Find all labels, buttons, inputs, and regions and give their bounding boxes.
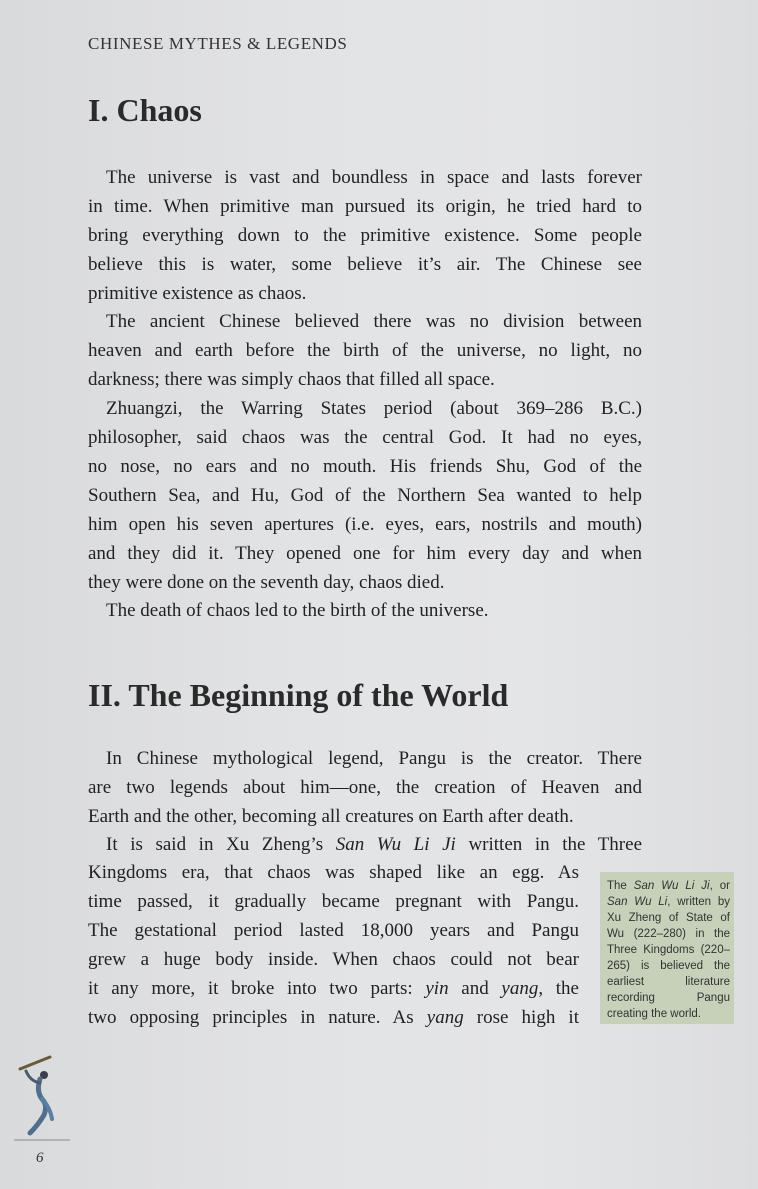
text-line: believe this is water, some believe it’s air. The Chinese see [88, 254, 642, 275]
paragraph [88, 307, 642, 394]
text-line: they were done on the seventh day, chaos died. [88, 572, 445, 593]
text-run: two opposing principles in nature. As [88, 1007, 427, 1028]
text-line [88, 830, 642, 859]
section-title-chaos: I. Chaos [88, 92, 202, 128]
text-line [88, 1003, 579, 1032]
warrior-figure-icon [14, 1055, 70, 1143]
text-line: Kingdoms era, that chaos was shaped like an egg. As [88, 862, 579, 883]
page-number: 6 [36, 1150, 44, 1166]
paragraph [88, 394, 642, 597]
text-line: The ancient Chinese believed there was no division between [106, 311, 642, 332]
section-title-beginning: II. The Beginning of the World [88, 677, 509, 713]
text-line: Earth and the other, becoming all creatures on Earth after death. [88, 806, 574, 827]
sidenote-italic: San Wu Li [607, 896, 668, 908]
text-run: written in the Three [455, 834, 643, 855]
text-line: no nose, no ears and no mouth. His friends Shu, God of the [88, 456, 642, 477]
paragraph [88, 596, 642, 625]
text-line: bring everything down to the primitive existence. Some people [88, 225, 642, 246]
text-line: primitive existence as chaos. [88, 283, 307, 304]
text-line: philosopher, said chaos was the central God. It had no eyes, [88, 427, 642, 448]
text-line: The universe is vast and boundless in space and lasts forever [106, 167, 642, 188]
sidenote-text: The [607, 880, 634, 892]
paragraph [88, 830, 642, 859]
paragraph [88, 163, 642, 308]
paragraph-continued [88, 858, 579, 1032]
text-line: The death of chaos led to the birth of the universe. [106, 600, 489, 621]
text-run: rose high it [463, 1007, 579, 1028]
text-line: him open his seven apertures (i.e. eyes, ears, nostrils and mouth) [88, 514, 642, 535]
text-run: and [448, 978, 502, 999]
text-line: time passed, it gradually became pregnant with Pangu. [88, 891, 579, 912]
text-line: Zhuangzi, the Warring States period (about 369–286 B.C.) [106, 398, 642, 419]
paragraph [88, 744, 642, 831]
running-head: CHINESE MYTHES & LEGENDS [88, 34, 348, 53]
term-italic: yin [425, 978, 449, 999]
text-line: in time. When primitive man pursued its origin, he tried hard to [88, 196, 642, 217]
term-italic: yang [501, 978, 539, 999]
text-line: grew a huge body inside. When chaos could not bear [88, 949, 579, 970]
text-line: heaven and earth before the birth of the universe, no light, no [88, 340, 642, 361]
text-line: In Chinese mythological legend, Pangu is the creator. There [106, 748, 642, 769]
text-run: , the [538, 978, 579, 999]
text-run: it any more, it broke into two parts: [88, 978, 426, 999]
text-line [88, 974, 579, 1003]
text-run: It is said in Xu Zheng’s [106, 834, 336, 855]
sidenote-text: , or [709, 880, 730, 892]
sidenote-box [600, 872, 734, 1024]
book-title-italic: San Wu Li Ji [335, 834, 456, 855]
sidenote-text: , written by Xu Zheng of State of Wu (222–280) in the Three Kingdoms (220–265) is believed the earliest literature recording Pangu creating the world. [607, 896, 730, 1020]
text-line: darkness; there was simply chaos that filled all space. [88, 369, 495, 390]
text-line: are two legends about him—one, the creation of Heaven and [88, 777, 642, 798]
text-line: Southern Sea, and Hu, God of the Northern Sea wanted to help [88, 485, 642, 506]
sidenote-italic: San Wu Li Ji [633, 880, 710, 892]
text-line: The gestational period lasted 18,000 years and Pangu [88, 920, 579, 941]
term-italic: yang [426, 1007, 464, 1028]
text-line: and they did it. They opened one for him every day and when [88, 543, 642, 564]
